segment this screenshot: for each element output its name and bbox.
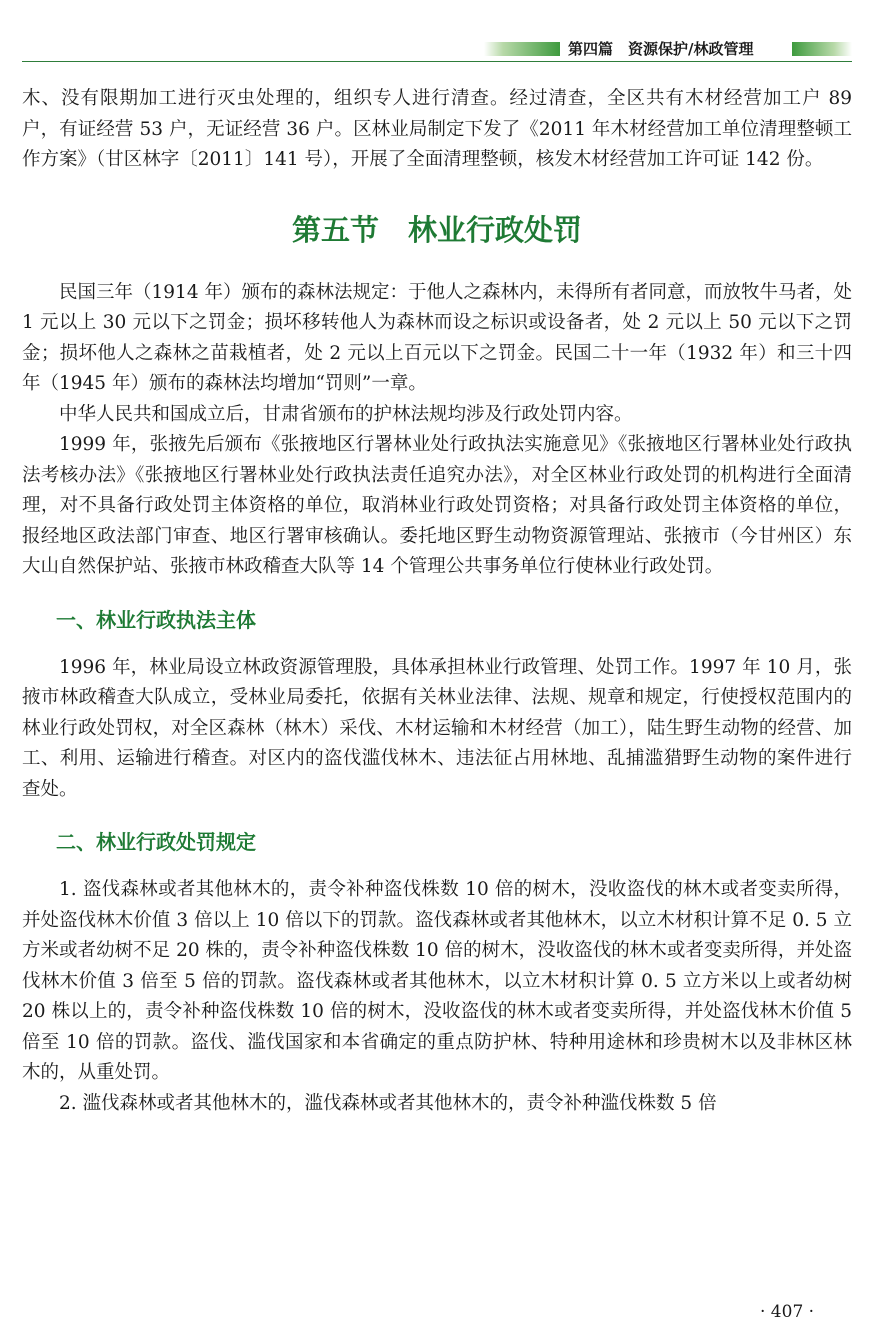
paragraph: 1999 年，张掖先后颁布《张掖地区行署林业处行政执法实施意见》《张掖地区行署林业处行政执法考核办法》《张掖地区行署林业处行政执法责任追究办法》，对全区林业行政处罚的机构进行全面清理，对不具备行政处罚主体资格的单位，取消林业行政处罚资格；对具备行政处罚主体资格的单位，报经地区政法部门审查、地区行署审核确认。委托地区野生动物资源管理站、张掖市（今甘州区）东大山自然保护站、张掖市林政稽查大队等 14 个管理公共事务单位行使林业行政处罚。 (22, 434, 852, 577)
running-head (22, 38, 852, 64)
running-head-left-bar (484, 42, 560, 56)
paragraph: 1996 年，林业局设立林政资源管理股，具体承担林业行政管理、处罚工作。1997 年 10 月，张掖市林政稽查大队成立，受林业局委托，依据有关林业法律、法规、规章和规定，行使授权范围内的林业行政处罚权，对全区森林（林木）采伐、木材运输和木材经营（加工），陆生野生动物的经营、加工、利用、运输进行稽查。对区内的盗伐滥伐林木、违法征占用林地、乱捕滥猎野生动物的案件进行查处。 (22, 656, 852, 800)
paragraph: 中华人民共和国成立后，甘肃省颁布的护林法规均涉及行政处罚内容。 (59, 403, 633, 425)
page-number: · 407 · (760, 1302, 815, 1322)
paragraph: 2. 滥伐森林或者其他林木的，滥伐森林或者其他林木的，责令补种滥伐株数 5 倍 (59, 1092, 717, 1114)
subsection-title: 一、林业行政执法主体 (56, 607, 256, 632)
running-head-right-bar (792, 42, 852, 56)
running-head-rule (22, 61, 852, 62)
page-body (22, 84, 852, 1119)
paragraph: 民国三年（1914 年）颁布的森林法规定：于他人之森林内，未得所有者同意，而放牧牛马者，处 1 元以上 30 元以下之罚金；损坏移转他人为森林而设之标识或设备者，处 2 元以上 50 元以下之罚金；损坏他人之森林之苗栽植者，处 2 元以上百元以下之罚金。民国二十一年（1932 年）和三十四年（1945 年）颁布的森林法均增加“罚则”一章。 (22, 281, 852, 394)
subsection-title: 二、林业行政处罚规定 (56, 830, 256, 854)
section-title: 第五节 林业行政处罚 (291, 212, 582, 247)
running-head-text: 第四篇 资源保护/林政管理 (568, 40, 754, 58)
paragraph: 1. 盗伐森林或者其他林木的，责令补种盗伐株数 10 倍的树木，没收盗伐的林木或者变卖所得，并处盗伐林木价值 3 倍以上 10 倍以下的罚款。盗伐森林或者其他林木，以立木材积计算不足 0. 5 立方米或者幼树不足 20 株的，责令补种盗伐株数 10 倍的树木，没收盗伐的林木或者变卖所得，并处盗伐林木价值 3 倍至 5 倍的罚款。盗伐森林或者其他林木，以立木材积计算 0. 5 立方米以上或者幼树 20 株以上的，责令补种盗伐株数 10 倍的树木，没收盗伐的林木或者变卖所得，并处盗伐林木价值 5 倍至 10 倍的罚款。盗伐、滥伐国家和本省确定的重点防护林、特种用途林和珍贵树木以及非林区林木的，从重处罚。 (22, 879, 852, 1083)
paragraph-continued: 木、没有限期加工进行灭虫处理的，组织专人进行清查。经过清查，全区共有木材经营加工户 89 户，有证经营 53 户，无证经营 36 户。区林业局制定下发了《2011 年木材经营加工单位清理整顿工作方案》（甘区林字〔2011〕141 号），开展了全面清理整顿，核发木材经营加工许可证 142 份。 (22, 88, 852, 170)
